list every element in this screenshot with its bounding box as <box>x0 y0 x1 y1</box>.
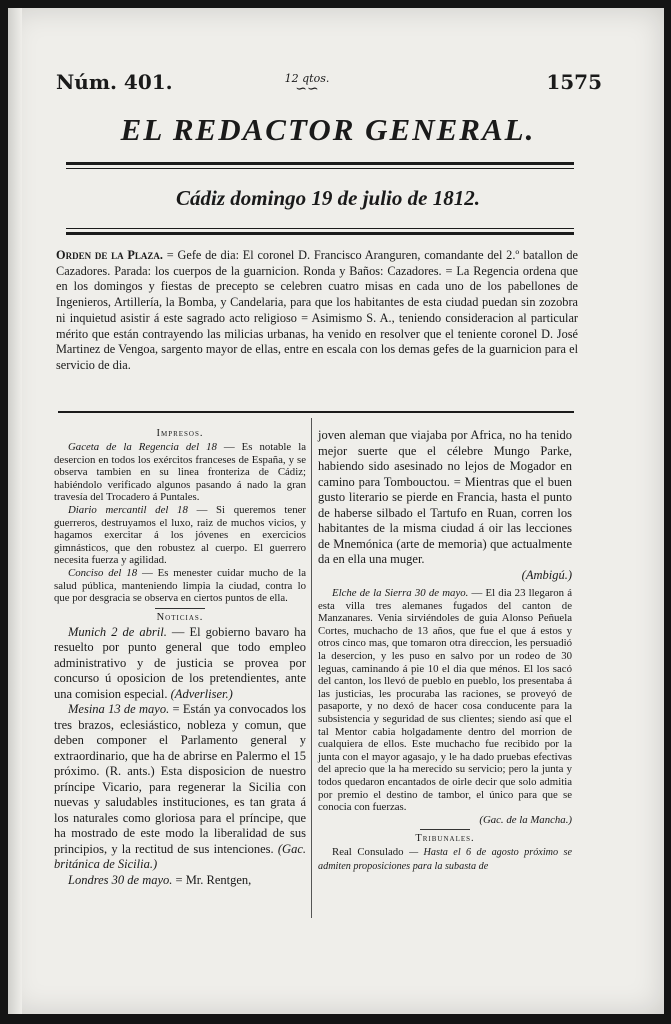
rule-thin-top <box>66 168 574 169</box>
issue-number: Núm. 401. <box>56 70 173 94</box>
impresos-body <box>54 441 306 605</box>
column-divider <box>311 418 312 918</box>
impresos-heading: Impresos. <box>156 428 204 439</box>
continuation-source: (Ambigú.) <box>521 567 572 582</box>
news-item-munich: Munich 2 de abril. — El gobierno bavaro ha resuelto por punto general que todo empleo administrativo y de justicia se provea por concurso ú oposicion de los pretendientes, ante una comision especial. (Adverliser.) <box>54 624 306 701</box>
orden-label: Orden de la Plaza. <box>56 248 163 262</box>
noticias-body <box>54 625 306 889</box>
continuation-body <box>318 428 572 583</box>
short-rule <box>155 608 205 609</box>
orden-de-la-plaza <box>56 248 578 374</box>
page-number: 1575 <box>546 70 602 94</box>
rule-thick-top <box>66 162 574 165</box>
continuation-text: joven aleman que viajaba por Africa, no ha tenido mejor suerte que el célebre Mungo Parke, habiendo sido asesinado no lejos de Mogador en camino para Tombouctou. = Mientras que el buen gusto literario se pierde en Francia, hasta el punto de haberse silbado el Tartufo en Ruan, corren los habitantes de la misma ciudad á oir las lecciones de Mnemónica (arte de memoria) que actualmente da en ella una muger. <box>318 428 572 566</box>
rule-thin-bottom <box>66 228 574 229</box>
orden-text: = Gefe de dia: El coronel D. Francisco Aranguren, comandante del 2.º batallon de Cazadores. Parada: los cuerpos de la guarnicion. Ronda y Baños: Cazadores. = La Regencia ordena que en los domingos y fiestas de precepto se celebren cuatro misas en cada uno de los pabellones de Ingenieros, Artillería, la Bomba, y Candelaria, para que los habitantes de esta ciudad puedan sin zozobra ni inquietud asistir á este sagrado acto religioso = Asimismo S. A., teniendo consideracion al particular mérito que están contrayendo las milicias urbanas, ha venido en resolver que el teniente coronel D. José Martinez de Vengoa, sargento mayor de ellas, entre en escala con los demas gefes de la guarnicion para el servicio de dia. <box>56 248 578 372</box>
dateline: Cádiz domingo 19 de julio de 1812. <box>176 186 480 210</box>
rule-thick-bottom <box>66 232 574 235</box>
news-item-mesina: Mesina 13 de mayo. = Están ya convocados los tres brazos, eclesiástico, nobleza y comun, que deben componer el Parlamento general y extraordinario, que ha de abrirse en Palermo el 15 próximo. (R. ants.) Esta disposicion de nuestro príncipe Vicario, para regenerar la Sicilia con nuevas y saludables instituciones, es tan grata á los naturales como gloriosa para el príncipe, que ha mostrado de este modo la liberalidad de sus principios, y la rectitud de sus intenciones. (Gac. británica de Sicilia.) <box>54 702 307 872</box>
section-rule <box>58 411 574 413</box>
news-item-londres: Londres 30 de mayo. = Mr. Rentgen, <box>68 872 252 887</box>
tribunales-item: Real Consulado — Hasta el 6 de agosto próximo se admiten proposiciones para la subasta de <box>318 846 572 872</box>
impreso-item: Gaceta de la Regencia del 18 — Es notable la desercion en todos los exércitos franceses de España, y se observa tambien en su linea fronteriza de Cádiz; habiéndolo verificado algunos pasando á nado la gran travesía del Trocadero á Puntales. <box>54 441 307 504</box>
impreso-item: Diario mercantil del 18 — Si queremos tener guerreros, destruyamos el luxo, raiz de muchos vicios, y hagamos exercitar á los jóvenes en exercicios gimnásticos, que den robustez al cuerpo. El guerrero necesita fuerza y agilidad. <box>54 503 307 567</box>
tribunales-body <box>318 846 572 873</box>
short-rule <box>420 829 470 830</box>
price-mark <box>282 72 332 97</box>
right-column <box>318 428 572 873</box>
noticias-heading: Noticias. <box>156 611 204 623</box>
news-item-elche: Elche de la Sierra 30 de mayo. — El dia 23 llegaron á esta villa tres alemanes fugados del canton de Manzanares. Venia sirviéndoles de guia Alonso Peñuela Cortes, muchacho de 13 años, que fue el que á estos y otros cinco mas, que tomaron otra direccion, les persuadió la desercion, y les puso en salvo por un rodeo de 30 leguas, caminando á pie 10 el dia que ménos. El los sacó del canton, los llevó de pueblo en pueblo, los presentaba á las justicias, les procuraba las raciones, se proveyó de pasaporte, y no dexó de hacer cosa conducente para la subsistencia y seguridad de sus clientes; siendo así que el tal Mentor cabia holgadamente dentro del morrion de cualquiera de ellos. Este muchacho fue recibido por la junta con el mayor agasajo, y le ha dado pruebas efectivas del aprecio que la ha merecido su servicio; pero la junta y todos quedaron encantados de oirle decir que solo admitia por premio el destino de tambor, el único para que se conocia con fuerzas. <box>318 587 572 814</box>
impreso-item: Conciso del 18 — Es menester cuidar mucho de la salud pública, manteniendo limpia la ciudad, contra lo que por desgracia se observa en ciertos puntos de ella. <box>54 566 306 605</box>
tribunales-heading: Tribunales. <box>415 833 475 845</box>
elche-body <box>318 587 572 826</box>
newspaper-page <box>8 8 664 1014</box>
elche-source: (Gac. de la Mancha.) <box>479 813 572 826</box>
header-line <box>56 70 602 100</box>
left-column <box>54 428 306 888</box>
binding-gutter <box>8 8 22 1014</box>
ornament-squiggle: ∽∽ <box>295 81 319 97</box>
masthead-title: EL REDACTOR GENERAL. <box>120 112 536 147</box>
price-text: 12 qtos. <box>284 72 330 85</box>
